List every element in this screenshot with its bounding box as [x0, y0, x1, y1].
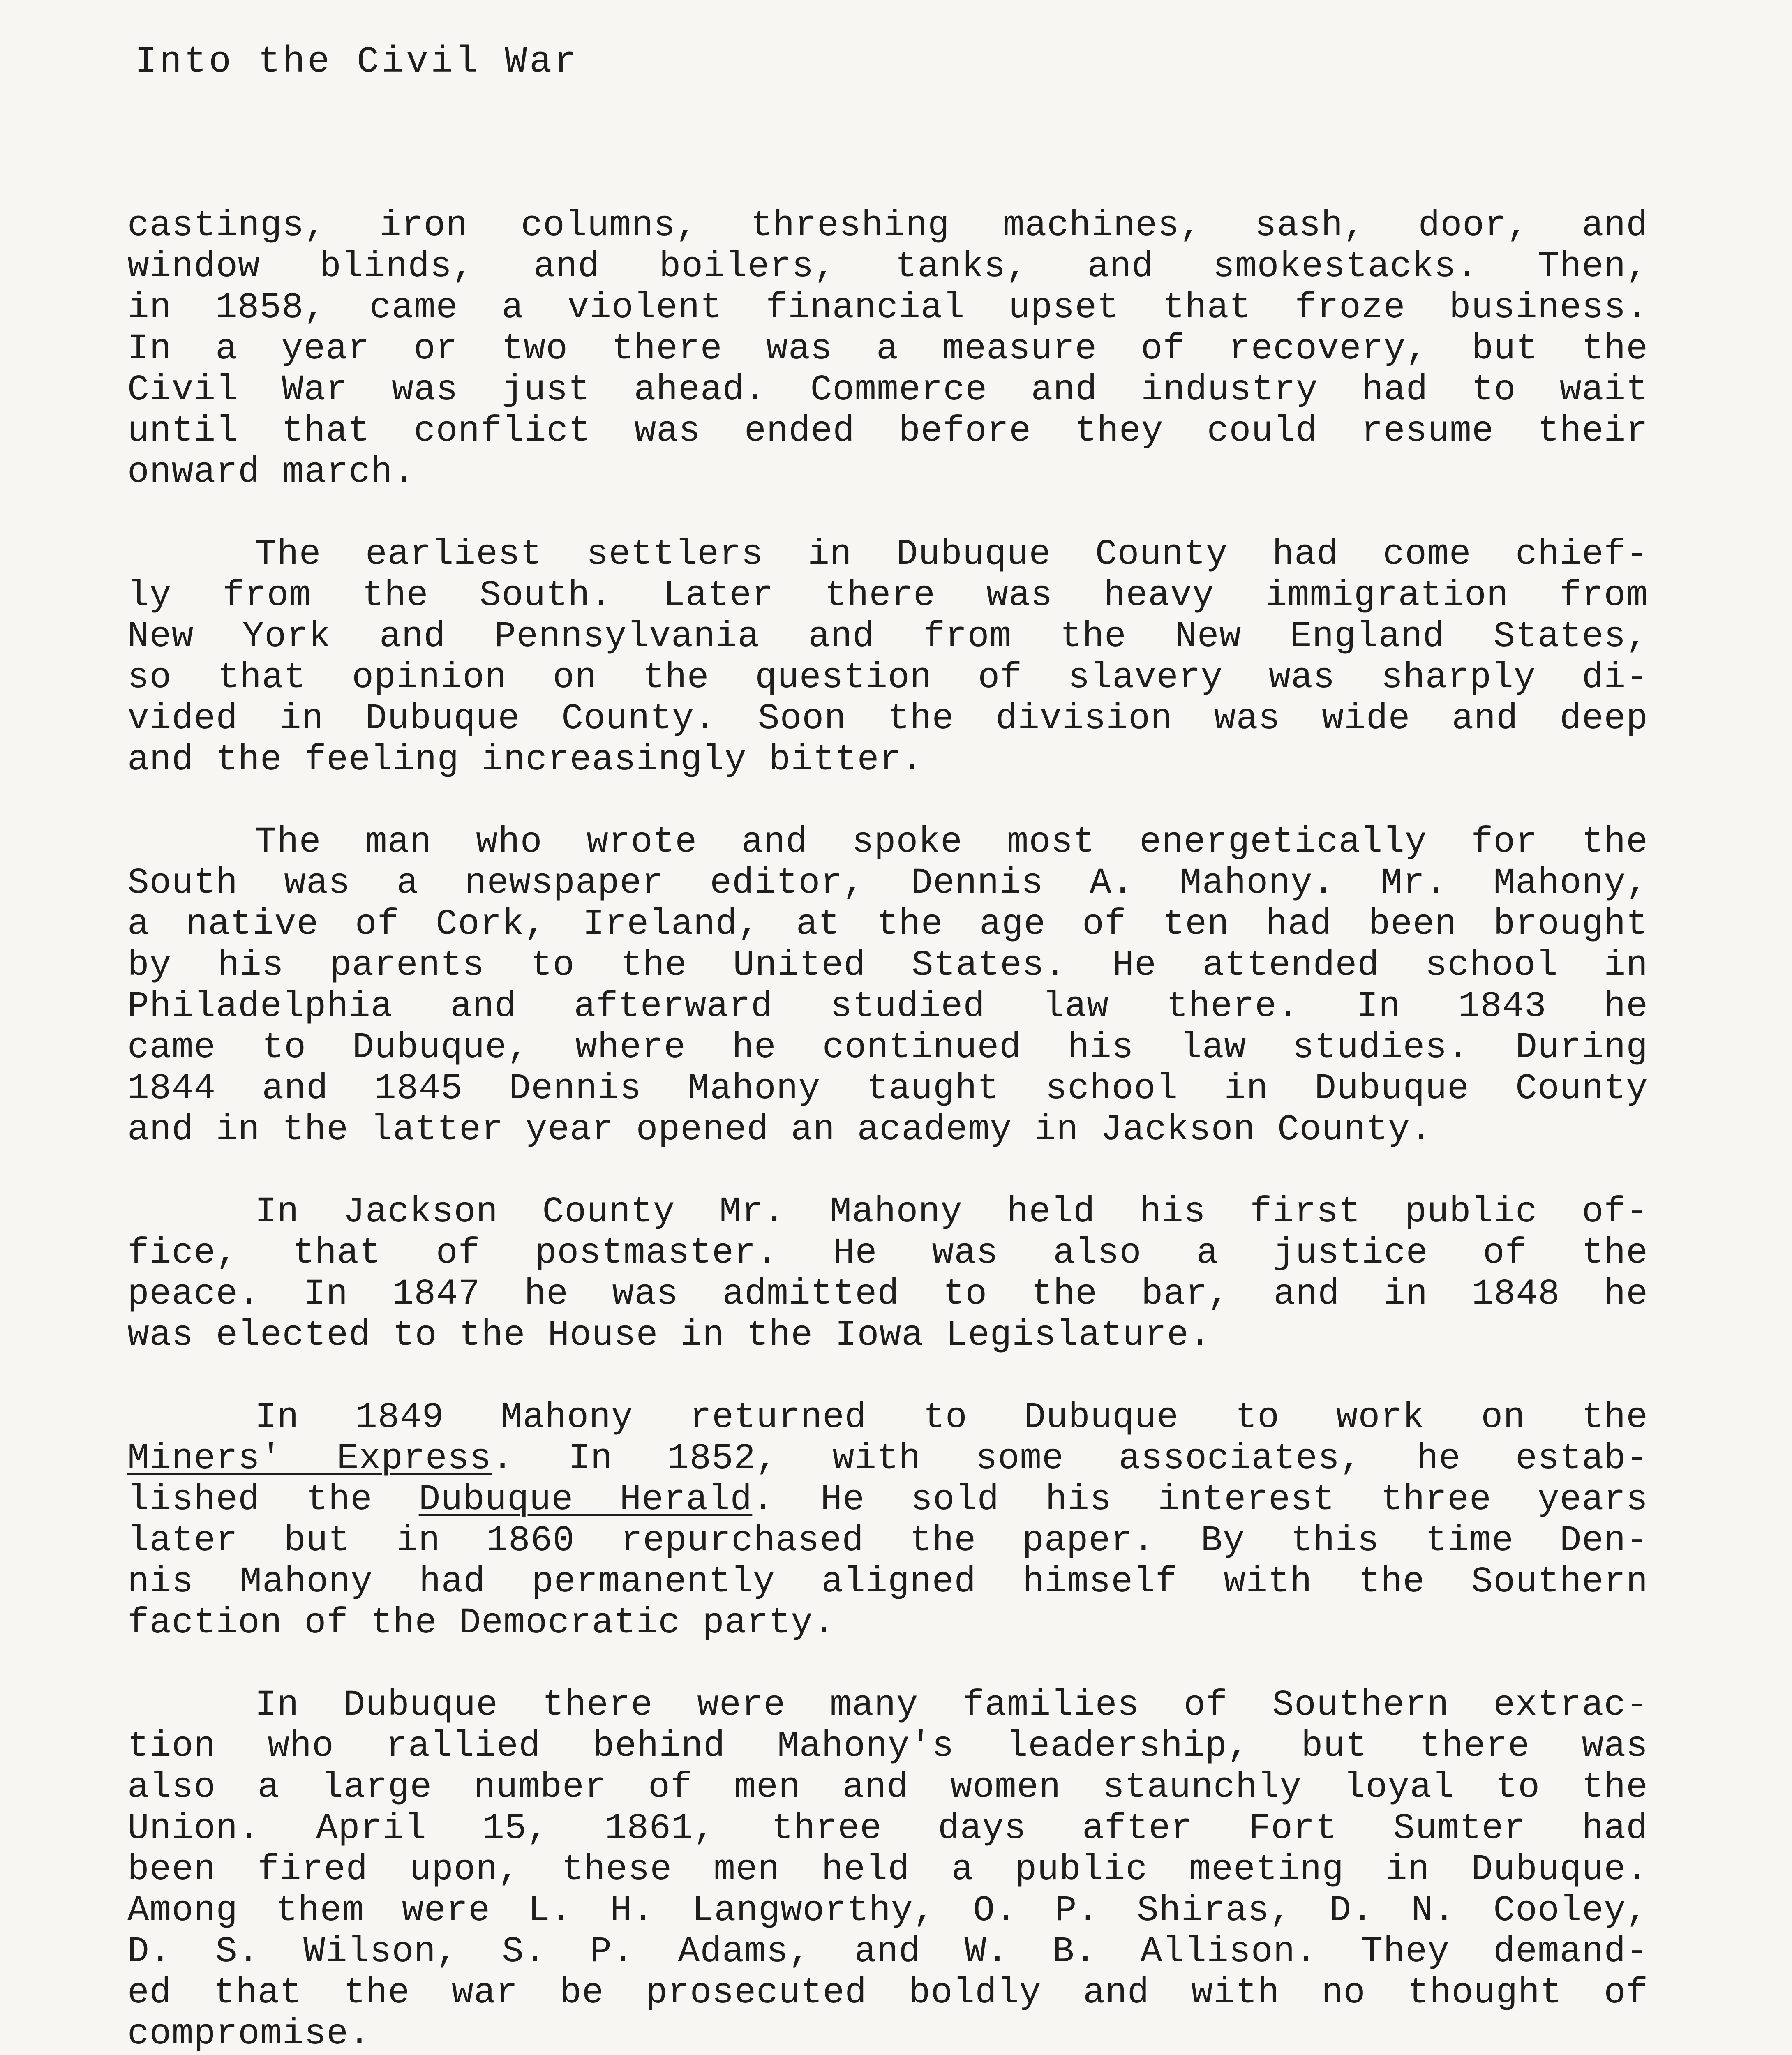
text-line: compromise.	[127, 2014, 371, 2055]
text-line: been fired upon, these men held a public meeting in Dubuque.	[127, 1850, 1648, 1890]
text-line: ly from the South. Later there was heavy immigration from	[127, 575, 1648, 616]
text-line: was elected to the House in the Iowa Legislature.	[127, 1315, 1211, 1356]
paragraph-6	[127, 1685, 1648, 2055]
text-line: ed that the war be prosecuted boldly and with no thought of	[127, 1973, 1648, 2013]
text-line: fice, that of postmaster. He was also a justice of the	[127, 1233, 1648, 1274]
paragraph-5	[127, 1397, 1648, 1644]
paragraph-3	[127, 822, 1648, 1151]
text-line: 1844 and 1845 Dennis Mahony taught school in Dubuque County	[127, 1069, 1648, 1109]
text-line: tion who rallied behind Mahony's leadership, but there was	[127, 1726, 1648, 1767]
text-line: until that conflict was ended before they could resume their	[127, 411, 1648, 452]
text-line	[127, 1480, 1648, 1521]
text-line: peace. In 1847 he was admitted to the bar, and in 1848 he	[127, 1274, 1648, 1315]
text-line: faction of the Democratic party.	[127, 1603, 835, 1644]
text-line: Philadelphia and afterward studied law there. In 1843 he	[127, 986, 1648, 1027]
text-line: vided in Dubuque County. Soon the division was wide and deep	[127, 699, 1648, 739]
text-line: onward march.	[127, 452, 415, 493]
text-line: In Dubuque there were many families of Southern extrac-	[255, 1685, 1648, 1726]
text-line	[127, 1438, 1648, 1480]
text-line: Among them were L. H. Langworthy, O. P. Shiras, D. N. Cooley,	[127, 1891, 1648, 1931]
text-line: nis Mahony had permanently aligned himself with the Southern	[127, 1562, 1648, 1602]
text-line: came to Dubuque, where he continued his law studies. During	[127, 1028, 1648, 1068]
text-line: also a large number of men and women staunchly loyal to the	[127, 1767, 1648, 1808]
text-line: The earliest settlers in Dubuque County had come chief-	[255, 534, 1648, 575]
paragraph-2	[127, 534, 1648, 781]
text-line: later but in 1860 repurchased the paper. By this time Den-	[127, 1521, 1648, 1561]
text-line: a native of Cork, Ireland, at the age of ten had been brought	[127, 904, 1648, 945]
text-line: and the feeling increasingly bitter.	[127, 740, 924, 780]
paragraph-4	[127, 1192, 1648, 1356]
text-fragment: . In 1852, with some associates, he estab-	[492, 1438, 1648, 1479]
text-line: D. S. Wilson, S. P. Adams, and W. B. Allison. They demand-	[127, 1932, 1648, 1972]
text-line: in 1858, came a violent financial upset that froze business.	[127, 288, 1648, 328]
text-line: by his parents to the United States. He attended school in	[127, 945, 1648, 986]
text-line: so that opinion on the question of slavery was sharply di-	[127, 658, 1648, 698]
newspaper-title-miners-express: Miners' Express	[127, 1438, 492, 1479]
newspaper-title-dubuque-herald: Dubuque Herald	[418, 1480, 753, 1520]
text-line: window blinds, and boilers, tanks, and smokestacks. Then,	[127, 247, 1648, 287]
running-head: Into the Civil War	[135, 41, 579, 83]
text-line: In Jackson County Mr. Mahony held his first public of-	[255, 1192, 1648, 1233]
text-line: castings, iron columns, threshing machines, sash, door, and	[127, 206, 1648, 246]
text-line: and in the latter year opened an academy in Jackson County.	[127, 1110, 1432, 1150]
text-line: Civil War was just ahead. Commerce and industry had to wait	[127, 370, 1648, 411]
text-line: The man who wrote and spoke most energetically for the	[255, 822, 1648, 863]
text-fragment: lished the	[127, 1480, 419, 1520]
text-line: New York and Pennsylvania and from the New England States,	[127, 616, 1648, 657]
text-line: In 1849 Mahony returned to Dubuque to work on the	[255, 1397, 1648, 1438]
text-line: In a year or two there was a measure of recovery, but the	[127, 329, 1648, 369]
body-text	[127, 206, 1648, 2055]
paragraph-1	[127, 206, 1648, 493]
text-line: South was a newspaper editor, Dennis A. Mahony. Mr. Mahony,	[127, 863, 1648, 904]
text-line: Union. April 15, 1861, three days after Fort Sumter had	[127, 1808, 1648, 1849]
text-fragment: . He sold his interest three years	[752, 1480, 1648, 1520]
